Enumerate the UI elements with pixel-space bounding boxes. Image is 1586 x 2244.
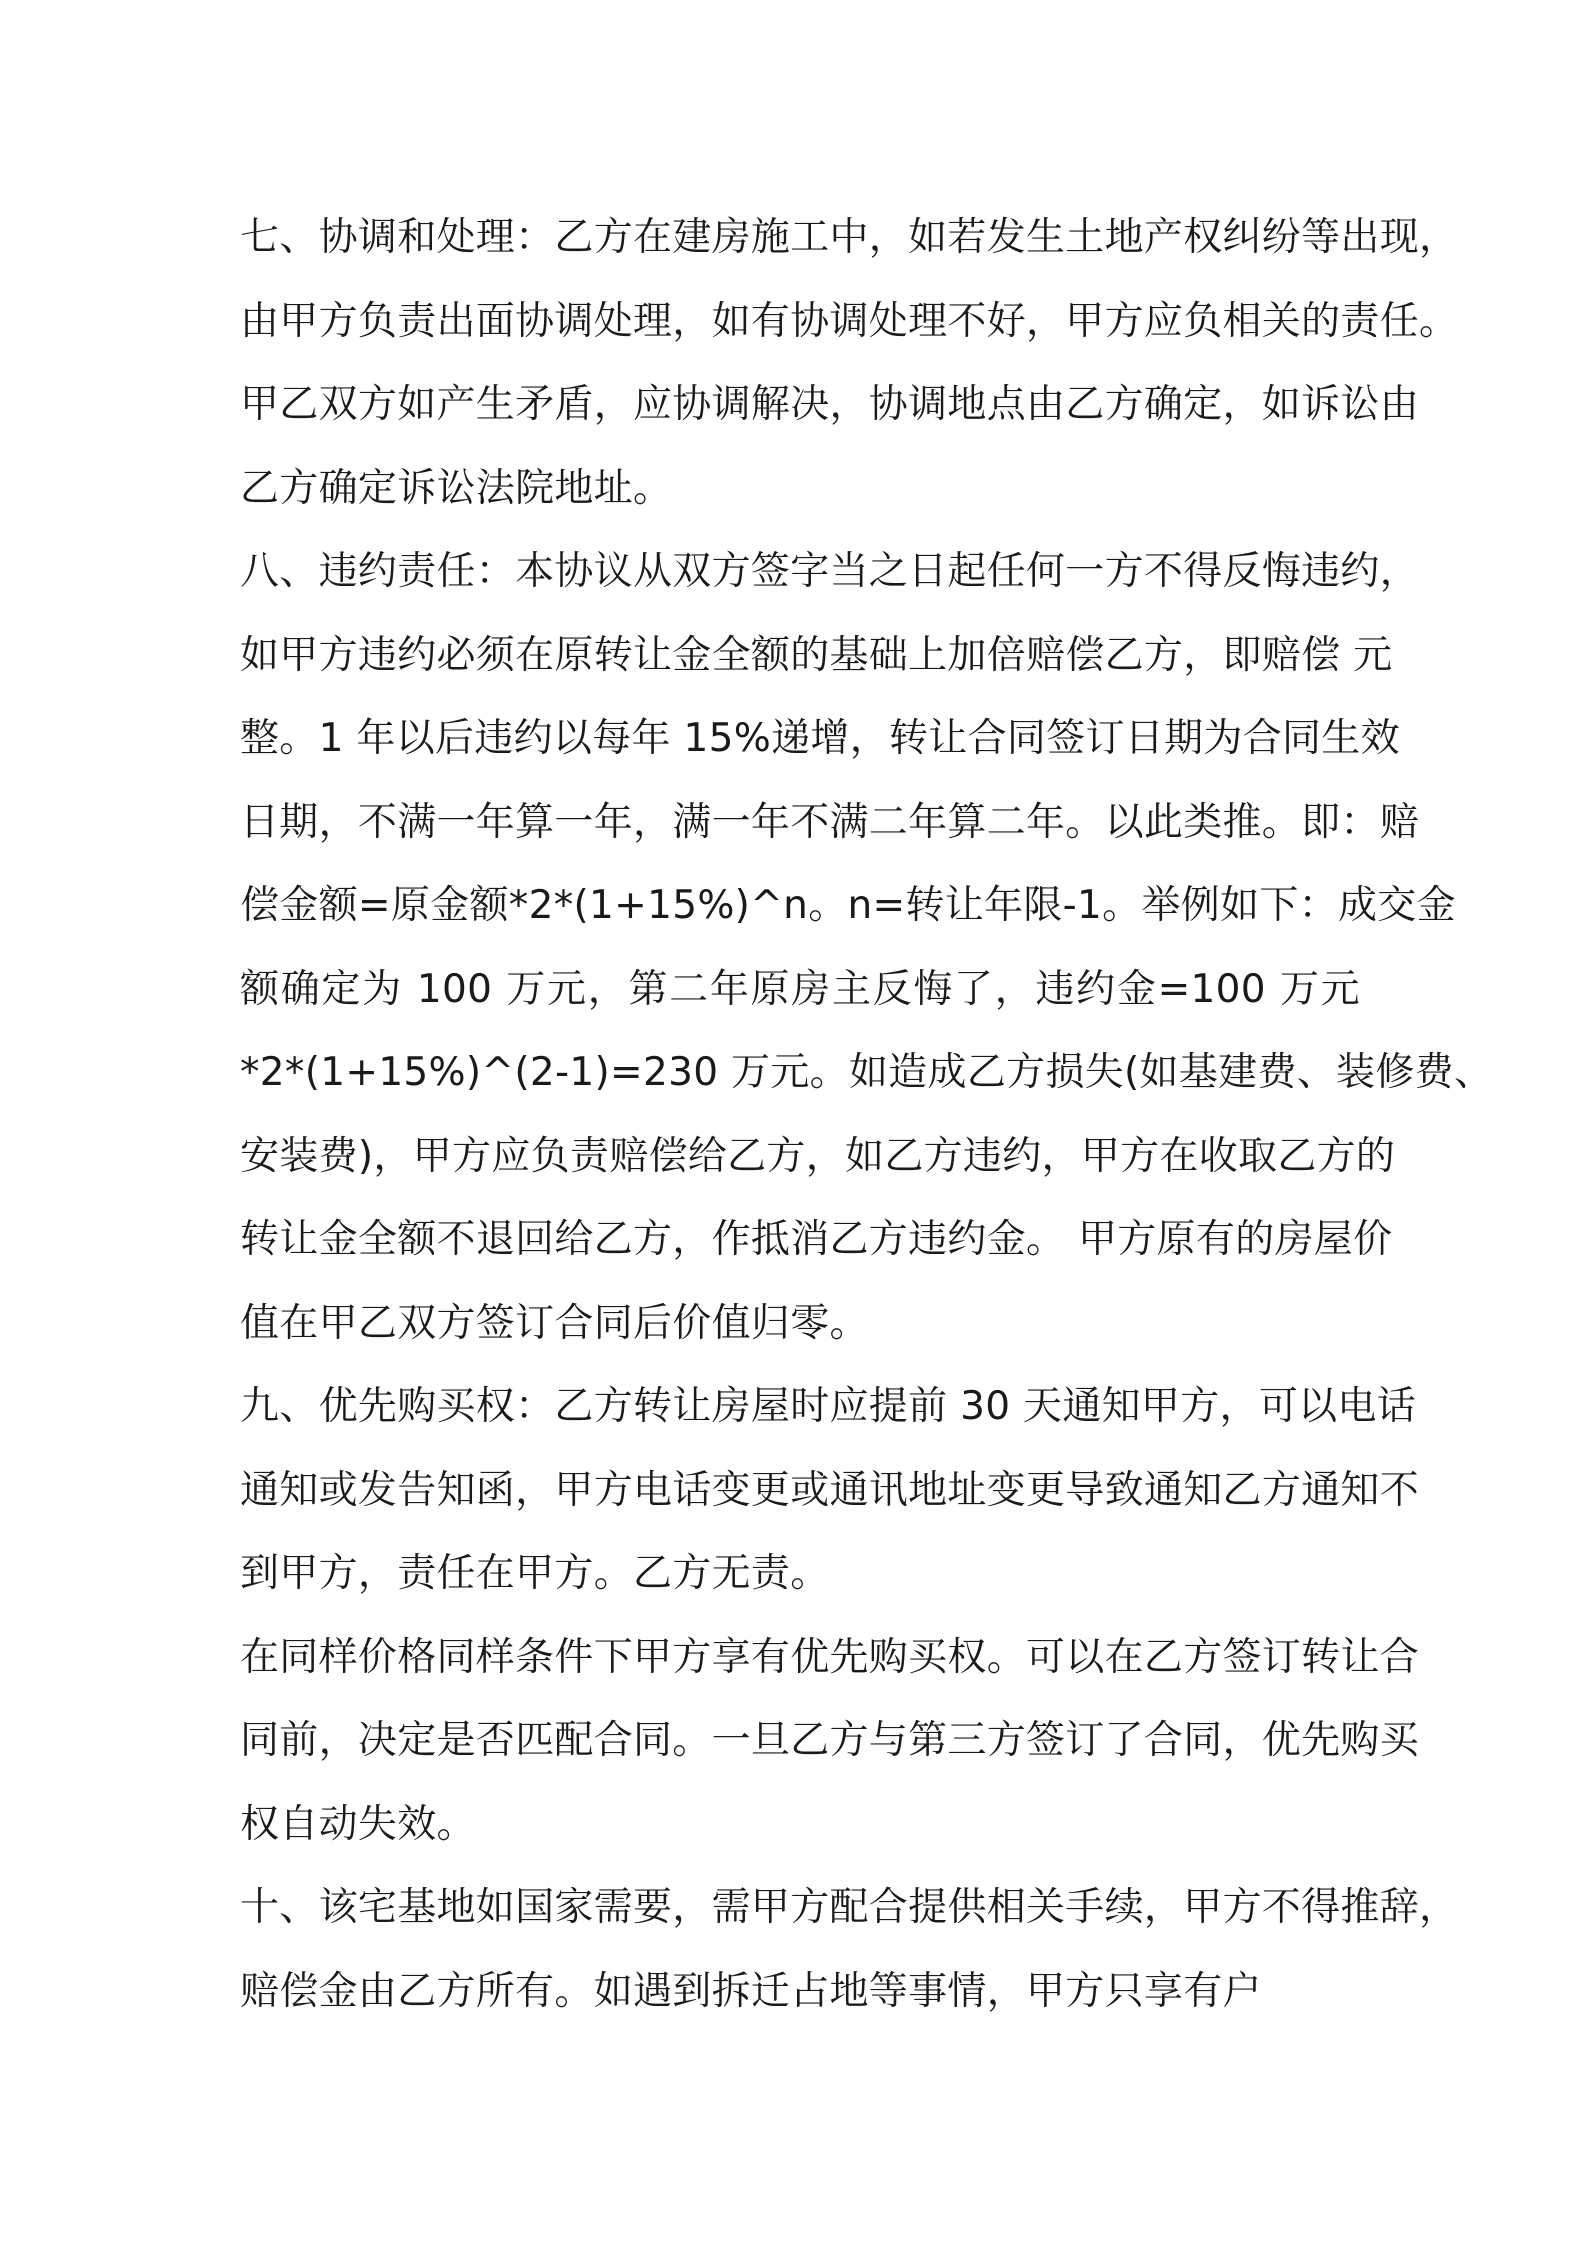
text-line-17: 到甲方，责任在甲方。乙方无责。	[240, 1551, 830, 1596]
text-line-14: 值在甲乙双方签订合同后价值归零。	[240, 1300, 869, 1346]
text-line-12: 安装费)，甲方应负责赔偿给乙方，如乙方违约，甲方在收取乙方的	[240, 1133, 1396, 1179]
text-line-20: 权自动失效。	[240, 1801, 476, 1847]
text-line-13: 转让金全额不退回给乙方，作抵消乙方违约金。 甲方原有的房屋价	[240, 1217, 1393, 1262]
text-line-16: 通知或发告知函，甲方电话变更或通讯地址变更导致通知乙方通知不	[240, 1467, 1420, 1513]
text-line-11: *2*(1+15%)^(2-1)=230 万元。如造成乙方损失(如基建费、装修费、	[240, 1050, 1494, 1095]
text-line-8: 日期，不满一年算一年，满一年不满二年算二年。以此类推。即：赔	[240, 799, 1420, 845]
text-line-7: 整。1 年以后违约以每年 15%递增，转让合同签订日期为合同生效	[240, 716, 1400, 761]
text-line-3: 甲乙双方如产生矛盾，应协调解决，协调地点由乙方确定，如诉讼由	[240, 382, 1420, 427]
document-page	[240, 196, 1494, 2033]
text-line-15: 九、优先购买权：乙方转让房屋时应提前 30 天通知甲方，可以电话	[240, 1384, 1417, 1429]
text-line-1: 七、协调和处理：乙方在建房施工中，如若发生土地产权纠纷等出现，	[240, 215, 1459, 260]
text-line-21: 十、该宅基地如国家需要，需甲方配合提供相关手续，甲方不得推辞，	[240, 1885, 1459, 1930]
text-line-6: 如甲方违约必须在原转让金全额的基础上加倍赔偿乙方，即赔偿 元	[240, 632, 1393, 678]
text-line-22: 赔偿金由乙方所有。如遇到拆迁占地等事情，甲方只享有户	[240, 1968, 1262, 2014]
text-line-9: 偿金额=原金额*2*(1+15%)^n。n=转让年限-1。举例如下：成交金	[240, 883, 1456, 928]
text-line-5: 八、违约责任：本协议从双方签字当之日起任何一方不得反悔违约，	[240, 549, 1420, 594]
text-line-18: 在同样价格同样条件下甲方享有优先购买权。可以在乙方签订转让合	[240, 1634, 1420, 1680]
text-line-4: 乙方确定诉讼法院地址。	[240, 465, 673, 511]
text-line-10: 额确定为 100 万元，第二年原房主反悔了，违约金=100 万元	[240, 966, 1360, 1012]
text-line-19: 同前，决定是否匹配合同。一旦乙方与第三方签订了合同，优先购买	[240, 1718, 1420, 1763]
text-line-2: 由甲方负责出面协调处理，如有协调处理不好，甲方应负相关的责任。	[240, 298, 1459, 344]
